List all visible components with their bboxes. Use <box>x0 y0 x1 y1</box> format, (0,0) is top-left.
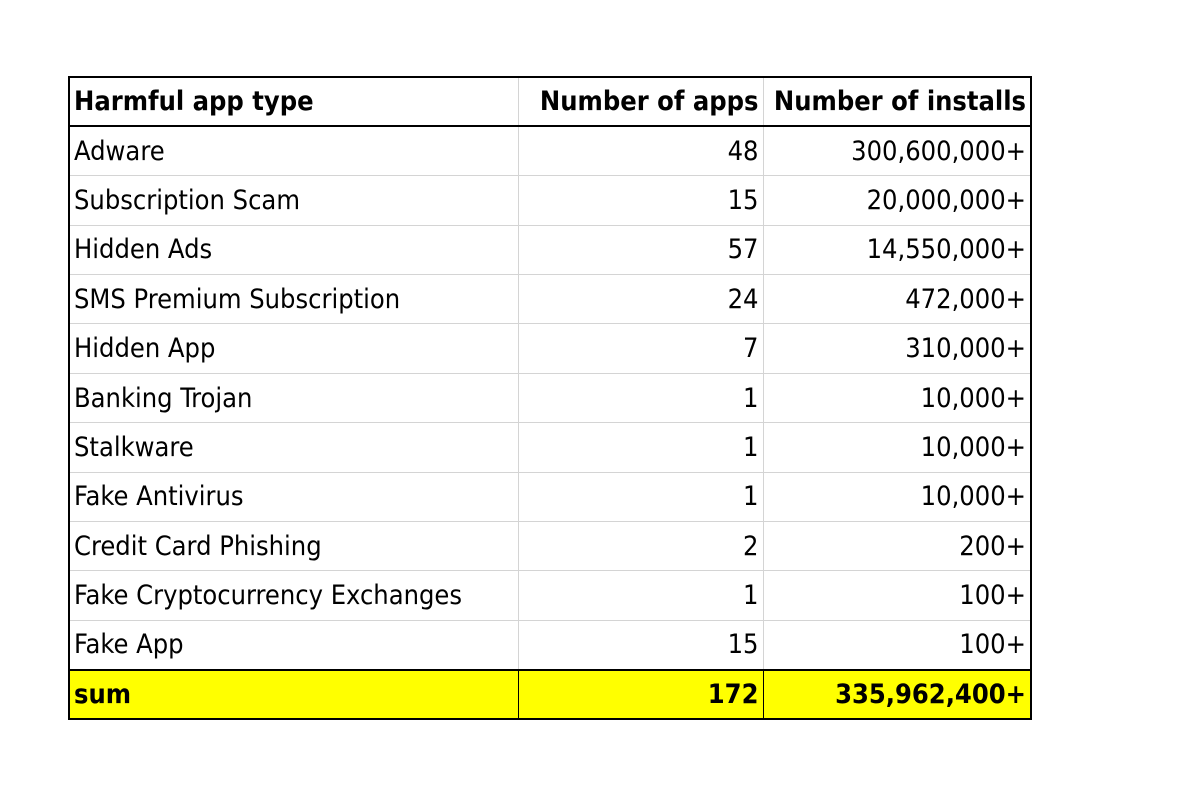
table-row <box>69 472 1031 521</box>
cell-app-count: 1 <box>518 423 763 472</box>
sum-label: sum <box>69 670 518 719</box>
cell-app-type: Fake App <box>69 620 518 669</box>
cell-app-count: 15 <box>518 176 763 225</box>
cell-app-count: 15 <box>518 620 763 669</box>
cell-install-count: 20,000,000+ <box>763 176 1031 225</box>
cell-app-count: 24 <box>518 275 763 324</box>
cell-app-count: 1 <box>518 472 763 521</box>
header-row <box>69 77 1031 126</box>
cell-app-count: 7 <box>518 324 763 373</box>
table-row <box>69 225 1031 274</box>
cell-install-count: 100+ <box>763 571 1031 620</box>
table-row <box>69 324 1031 373</box>
cell-install-count: 10,000+ <box>763 423 1031 472</box>
cell-install-count: 10,000+ <box>763 472 1031 521</box>
cell-install-count: 472,000+ <box>763 275 1031 324</box>
sum-app-count: 172 <box>518 670 763 719</box>
cell-app-type: Banking Trojan <box>69 373 518 422</box>
cell-app-type: Adware <box>69 126 518 175</box>
cell-app-type: Stalkware <box>69 423 518 472</box>
cell-app-count: 57 <box>518 225 763 274</box>
cell-install-count: 310,000+ <box>763 324 1031 373</box>
cell-app-type: Hidden Ads <box>69 225 518 274</box>
cell-app-type: Subscription Scam <box>69 176 518 225</box>
table-row <box>69 176 1031 225</box>
cell-app-type: Fake Cryptocurrency Exchanges <box>69 571 518 620</box>
table-row <box>69 423 1031 472</box>
spreadsheet-table-container <box>68 76 1030 720</box>
header-number-of-apps: Number of apps <box>518 77 763 126</box>
cell-app-type: Hidden App <box>69 324 518 373</box>
cell-install-count: 14,550,000+ <box>763 225 1031 274</box>
header-number-of-installs: Number of installs <box>763 77 1031 126</box>
cell-install-count: 10,000+ <box>763 373 1031 422</box>
table-row <box>69 126 1031 175</box>
cell-app-type: Fake Antivirus <box>69 472 518 521</box>
cell-install-count: 100+ <box>763 620 1031 669</box>
header-harmful-app-type: Harmful app type <box>69 77 518 126</box>
cell-install-count: 300,600,000+ <box>763 126 1031 175</box>
cell-app-type: Credit Card Phishing <box>69 522 518 571</box>
cell-app-count: 2 <box>518 522 763 571</box>
table-row <box>69 373 1031 422</box>
table-row <box>69 275 1031 324</box>
cell-app-type: SMS Premium Subscription <box>69 275 518 324</box>
cell-app-count: 1 <box>518 571 763 620</box>
sum-install-count: 335,962,400+ <box>763 670 1031 719</box>
cell-app-count: 1 <box>518 373 763 422</box>
table-row <box>69 620 1031 669</box>
cell-app-count: 48 <box>518 126 763 175</box>
sum-row <box>69 670 1031 719</box>
harmful-apps-table <box>68 76 1032 720</box>
cell-install-count: 200+ <box>763 522 1031 571</box>
table-row <box>69 571 1031 620</box>
table-row <box>69 522 1031 571</box>
